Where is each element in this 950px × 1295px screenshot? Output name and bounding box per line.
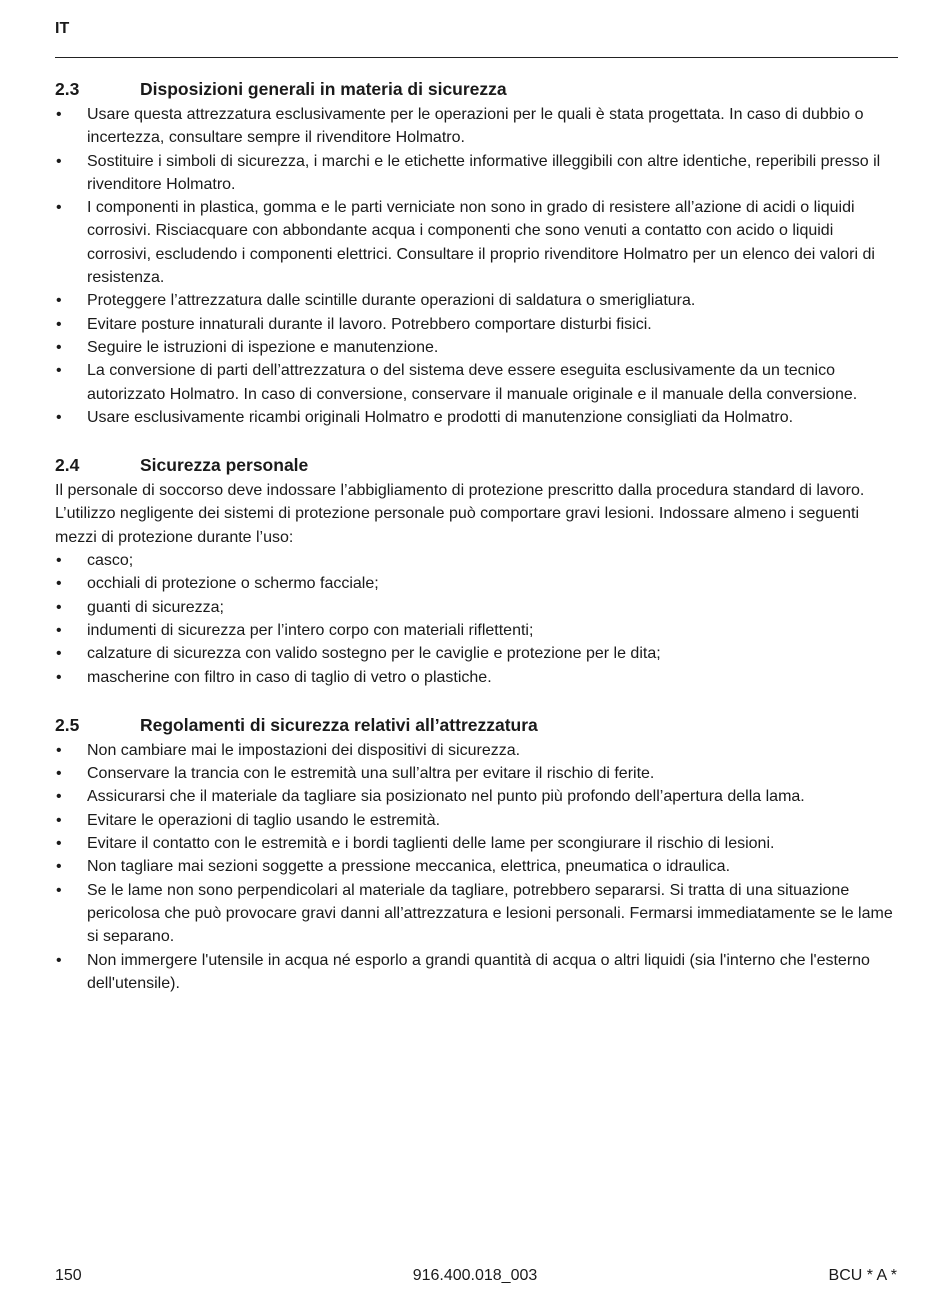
section-number: 2.5 <box>55 714 80 735</box>
list-item-text: indumenti di sicurezza per l’intero corpo con materiali riflettenti; <box>87 621 534 639</box>
bullet-list <box>55 739 893 995</box>
list-item <box>55 596 893 619</box>
bullet-icon: • <box>56 621 62 639</box>
section-title: Regolamenti di sicurezza relativi all’attrezzatura <box>140 714 538 735</box>
list-item-text: Evitare le operazioni di taglio usando le estremità. <box>87 811 441 829</box>
list-item-text: Proteggere l’attrezzatura dalle scintille durante operazioni di saldatura o smerigliatura. <box>87 292 696 310</box>
bullet-icon: • <box>56 645 62 663</box>
list-item-text: guanti di sicurezza; <box>87 598 224 616</box>
list-item-text: Conservare la trancia con le estremità una sull’altra per evitare il rischio di ferite. <box>87 765 655 783</box>
list-item <box>55 359 893 406</box>
section-number: 2.4 <box>55 455 80 476</box>
list-item-text: Non cambiare mai le impostazioni dei dispositivi di sicurezza. <box>87 741 521 759</box>
list-item-text: Non immergere l'utensile in acqua né esporlo a grandi quantità di acqua o altri liquidi (sia l'interno che l'esterno dell'utensile). <box>87 951 870 992</box>
list-item <box>55 949 893 996</box>
bullet-icon: • <box>56 408 62 426</box>
footer-page-number: 150 <box>55 1267 82 1284</box>
list-item-text: Usare esclusivamente ricambi originali Holmatro e prodotti di manutenzione consigliati da Holmatro. <box>87 408 794 426</box>
header-rule <box>55 57 898 58</box>
list-item <box>55 832 893 855</box>
bullet-icon: • <box>56 598 62 616</box>
section-heading <box>55 77 893 101</box>
list-item-text: Se le lame non sono perpendicolari al materiale da tagliare, potrebbero separarsi. Si tratta di una situazione pericolosa che può provocare gravi danni all’attrezzatura e lesioni personali. Fermarsi immediatamente se le lame si separano. <box>87 881 893 946</box>
bullet-icon: • <box>56 788 62 806</box>
footer-model: BCU * A * <box>828 1267 897 1284</box>
list-item <box>55 809 893 832</box>
bullet-icon: • <box>56 199 62 217</box>
section-general-safety <box>55 77 893 429</box>
bullet-icon: • <box>56 765 62 783</box>
bullet-icon: • <box>56 315 62 333</box>
list-item <box>55 406 893 429</box>
bullet-icon: • <box>56 106 62 123</box>
bullet-icon: • <box>56 292 62 310</box>
list-item-text: Seguire le istruzioni di ispezione e manutenzione. <box>87 338 439 356</box>
list-item <box>55 642 893 665</box>
section-personal-safety <box>55 453 893 689</box>
list-item-text: Sostituire i simboli di sicurezza, i marchi e le etichette informative illeggibili con altre identiche, reperibili presso il rivenditore Holmatro. <box>87 152 881 193</box>
list-item-text: calzature di sicurezza con valido sostegno per le caviglie e protezione per le dita; <box>87 645 661 663</box>
list-item <box>55 196 893 289</box>
document-body <box>55 77 893 995</box>
list-item <box>55 313 893 336</box>
list-item-text: Usare questa attrezzatura esclusivamente per le operazioni per le quali è stata progettata. In caso di dubbio o incertezza, consultare sempre il rivenditore Holmatro. <box>87 106 864 147</box>
bullet-icon: • <box>56 362 62 380</box>
list-item-text: mascherine con filtro in caso di taglio di vetro o plastiche. <box>87 668 492 686</box>
section-heading <box>55 453 893 477</box>
bullet-icon: • <box>56 152 62 170</box>
list-item <box>55 336 893 359</box>
bullet-icon: • <box>56 741 62 759</box>
section-number: 2.3 <box>55 79 80 99</box>
bullet-icon: • <box>56 575 62 593</box>
section-equipment-safety <box>55 713 893 995</box>
bullet-icon: • <box>56 858 62 876</box>
bullet-icon: • <box>56 338 62 356</box>
section-title: Disposizioni generali in materia di sicurezza <box>140 79 507 99</box>
list-item <box>55 855 893 878</box>
list-item <box>55 762 893 785</box>
section-intro: Il personale di soccorso deve indossare l’abbigliamento di protezione prescritto dalla procedura standard di lavoro. L’utilizzo negligente dei sistemi di protezione personale può comportare gravi lesioni. Indossare almeno i seguenti mezzi di protezione durante l’uso: <box>55 482 865 546</box>
list-item <box>55 549 893 572</box>
list-item <box>55 103 893 150</box>
list-item <box>55 572 893 595</box>
list-item-text: occhiali di protezione o schermo facciale; <box>87 575 379 593</box>
list-item-text: La conversione di parti dell’attrezzatura o del sistema deve essere eseguita esclusivamente da un tecnico autorizzato Holmatro. In caso di conversione, conservare il manuale originale e il manuale della conversione. <box>87 362 858 403</box>
footer-doc-code: 916.400.018_003 <box>412 1267 538 1284</box>
list-item <box>55 150 893 197</box>
list-item-text: Evitare posture innaturali durante il lavoro. Potrebbero comportare disturbi fisici. <box>87 315 652 333</box>
bullet-icon: • <box>56 552 62 570</box>
section-title: Sicurezza personale <box>140 455 309 476</box>
list-item <box>55 739 893 762</box>
list-item-text: Assicurarsi che il materiale da tagliare sia posizionato nel punto più profondo dell’apertura della lama. <box>87 788 805 806</box>
bullet-icon: • <box>56 951 62 969</box>
bullet-list <box>55 549 893 689</box>
list-item-text: Non tagliare mai sezioni soggette a pressione meccanica, elettrica, pneumatica o idraulica. <box>87 858 731 876</box>
list-item <box>55 879 893 949</box>
list-item <box>55 785 893 808</box>
list-item <box>55 289 893 312</box>
section-heading <box>55 713 893 737</box>
bullet-icon: • <box>56 668 62 686</box>
bullet-icon: • <box>56 835 62 853</box>
bullet-list <box>55 103 893 429</box>
bullet-icon: • <box>56 811 62 829</box>
bullet-icon: • <box>56 881 62 899</box>
list-item-text: casco; <box>87 552 134 570</box>
list-item-text: I componenti in plastica, gomma e le parti verniciate non sono in grado di resistere all’azione di acidi o liquidi corrosivi. Risciacquare con abbondante acqua i componenti che sono venuti a contatto con acido o liquidi corrosivi, escludendo i componenti elettrici. Consultare il proprio rivenditore Holmatro per un elenco dei valori di resistenza. <box>87 199 875 287</box>
list-item <box>55 619 893 642</box>
list-item-text: Evitare il contatto con le estremità e i bordi taglienti delle lame per scongiurare il rischio di lesioni. <box>87 835 775 853</box>
language-code: IT <box>55 20 70 37</box>
list-item <box>55 666 893 689</box>
